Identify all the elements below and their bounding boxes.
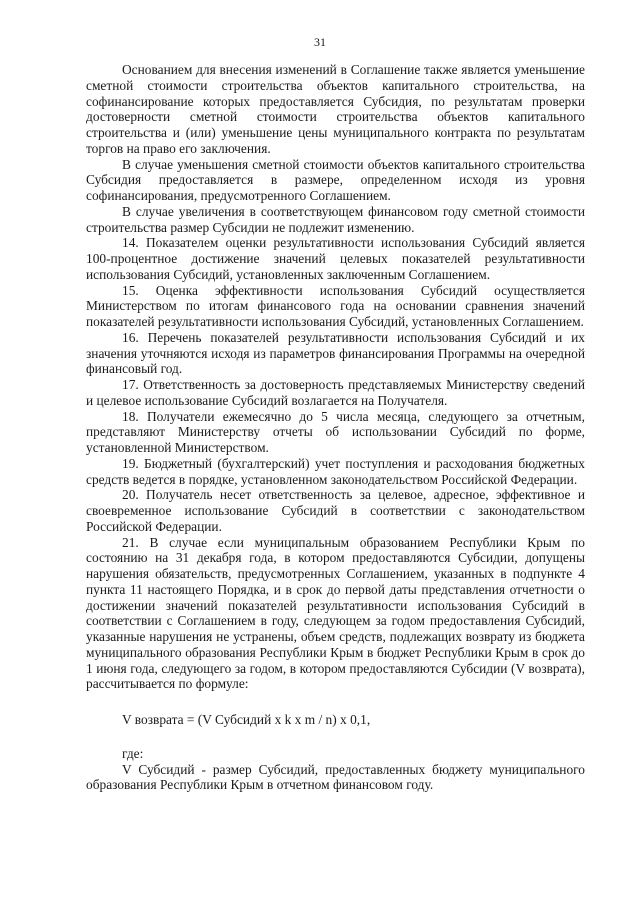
paragraph-14: 14. Показателем оценки результативности использования Субсидий является 100-процентное достижение значений целевых показателей результативности использования Субсидий, установленных заключенным Соглашением. [86, 235, 585, 282]
paragraph-21: 21. В случае если муниципальным образованием Республики Крым по состоянию на 31 декабря года, в котором предоставляются Субсидии, допущены нарушения обязательств, предусмотренных Соглашением, указанных в подпункте 4 пункта 11 настоящего Порядка, и в срок до первой даты представления отчетности о достижении значений показателей результативности использования Субсидий в соответствии с Соглашением в году, следующем за годом предоставления Субсидий, указанные нарушения не устранены, объем средств, подлежащих возврату из бюджета муниципального образования Республики Крым в бюджет Республики Крым в срок до 1 июня года, следующего за годом, в котором предоставляются Субсидии (V возврата), рассчитывается по формуле: [86, 534, 585, 692]
page-number: 31 [314, 35, 326, 49]
paragraph-19: 19. Бюджетный (бухгалтерский) учет поступления и расходования бюджетных средств ведется в порядке, установленном законодательством Российской Федерации. [86, 455, 585, 487]
formula: V возврата = (V Субсидий x k x m / n) x 0,1, [122, 712, 371, 727]
where-label: где: [122, 745, 144, 761]
paragraph-cost-decrease: В случае уменьшения сметной стоимости объектов капитального строительства Субсидия предоставляется в размере, определенном исходя из уровня софинансирования, предусмотренного Соглашением. [86, 156, 585, 203]
paragraph-17: 17. Ответственность за достоверность представляемых Министерству сведений и целевое использование Субсидий возлагается на Получателя. [86, 377, 585, 408]
paragraph-cost-increase: В случае увеличения в соответствующем финансовом году сметной стоимости строительства размер Субсидии не подлежит изменению. [86, 203, 585, 235]
document-body [86, 62, 585, 793]
paragraph-18: 18. Получатели ежемесячно до 5 числа месяца, следующего за отчетным, представляют Министерству отчеты об использовании Субсидий по форме, установленной Министерством. [86, 408, 585, 455]
paragraph-15: 15. Оценка эффективности использования Субсидий осуществляется Министерством по итогам финансового года на основании сравнения значений показателей результативности использования Субсидий, установленных Соглашением. [86, 282, 585, 329]
paragraph-amendment-grounds: Основанием для внесения изменений в Соглашение также является уменьшение сметной стоимости строительства объектов капитального строительства, на софинансирование которых предоставляется Субсидия, по результатам проверки достоверности сметной стоимости строительства объектов капитального строительства и (или) уменьшение цены муниципального контракта по результатам торгов на право его заключения. [86, 62, 585, 156]
paragraph-20: 20. Получатель несет ответственность за целевое, адресное, эффективное и своевременное использование Субсидий в соответствии с законодательством Российской Федерации. [86, 487, 585, 534]
definition-v-subsidies: V Субсидий - размер Субсидий, предоставленных бюджету муниципального образования Республики Крым в отчетном финансовом году. [86, 761, 585, 793]
paragraph-16: 16. Перечень показателей результативности использования Субсидий и их значения уточняются исходя из параметров финансирования Программы на очередной финансовый год. [86, 329, 585, 377]
